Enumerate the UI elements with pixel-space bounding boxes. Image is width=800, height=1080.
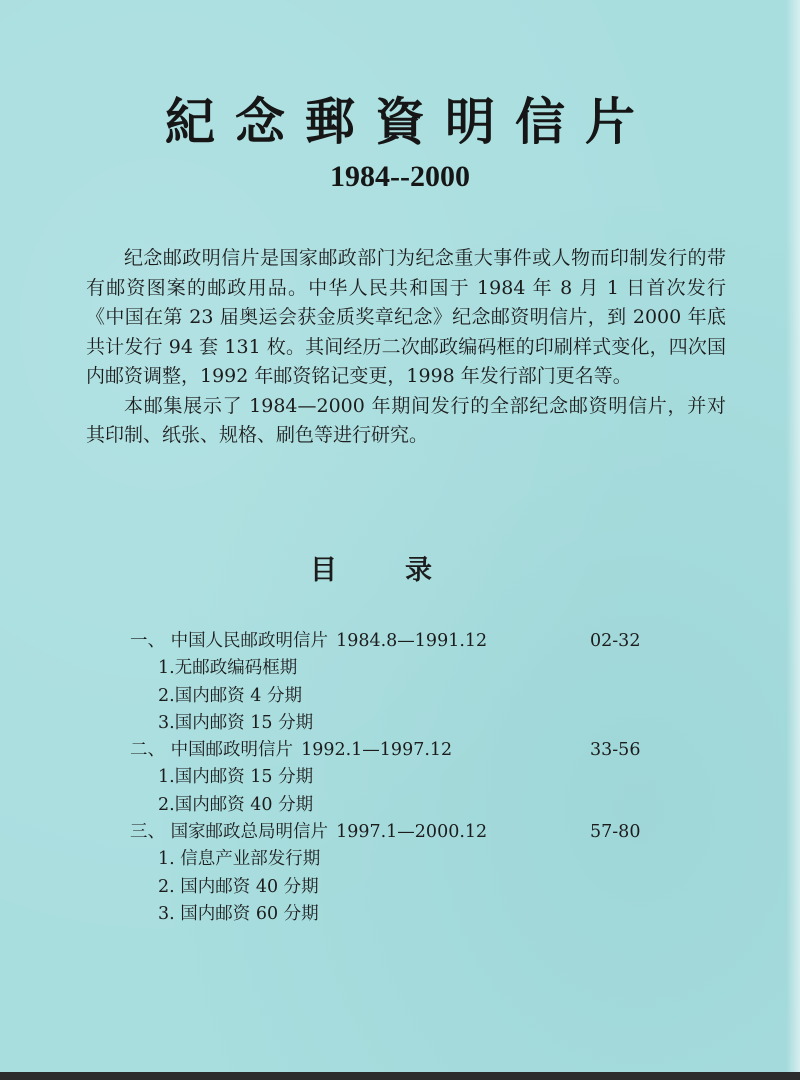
toc-section-date-range: 1997.1—2000.12: [336, 822, 488, 843]
intro-paragraph-2: 本邮集展示了 1984—2000 年期间发行的全部纪念邮资明信片，并对其印制、纸张、规格、刷色等进行研究。: [86, 394, 726, 446]
page-edge-highlight: [786, 0, 800, 1080]
toc-section-2: [130, 737, 670, 764]
toc-item: 1. 信息产业部发行期: [158, 849, 321, 870]
intro-text: [86, 244, 726, 451]
toc-item: 2.国内邮资 40 分期: [158, 794, 314, 815]
toc-section-date-range: 1992.1—1997.12: [301, 740, 453, 761]
toc-section-1: [130, 628, 670, 655]
toc-section-pages: 02-32: [590, 631, 641, 651]
toc-item: 2. 国内邮资 40 分期: [158, 876, 319, 897]
toc-item: 3. 国内邮资 60 分期: [158, 903, 319, 924]
scan-bottom-border: [0, 1072, 800, 1080]
toc-section-pages: 33-56: [590, 740, 641, 761]
toc-item: 1.无邮政编码框期: [158, 658, 298, 679]
table-of-contents: [130, 628, 670, 928]
toc-heading: 目录: [310, 555, 500, 586]
toc-section-label: 二、 中国邮政明信片: [130, 740, 294, 761]
toc-item: 2.国内邮资 4 分期: [158, 685, 302, 706]
toc-section-3: [130, 819, 670, 846]
toc-section-date-range: 1984.8—1991.12: [336, 631, 488, 651]
toc-section-label: 一、 中国人民邮政明信片: [130, 631, 329, 651]
page-title: 紀念郵資明信片: [165, 93, 655, 151]
year-range-subtitle: 1984--2000: [330, 160, 470, 193]
toc-section-pages: 57-80: [590, 822, 641, 843]
toc-item: 3.国内邮资 15 分期: [158, 712, 314, 733]
toc-section-label: 三、 国家邮政总局明信片: [130, 822, 329, 843]
intro-paragraph-1: 纪念邮政明信片是国家邮政部门为纪念重大事件或人物而印制发行的带有邮资图案的邮政用品。中华人民共和国于 1984 年 8 月 1 日首次发行《中国在第 23 届奥运会获金质奖章纪念》纪念邮资明信片，到 2000 年底共计发行 94 套 131 枚。其间经历二次邮政编码框的印刷样式变化，四次国内邮资调整，1992 年邮资铭记变更，1998 年发行部门更名等。: [86, 247, 726, 387]
toc-item: 1.国内邮资 15 分期: [158, 767, 314, 788]
